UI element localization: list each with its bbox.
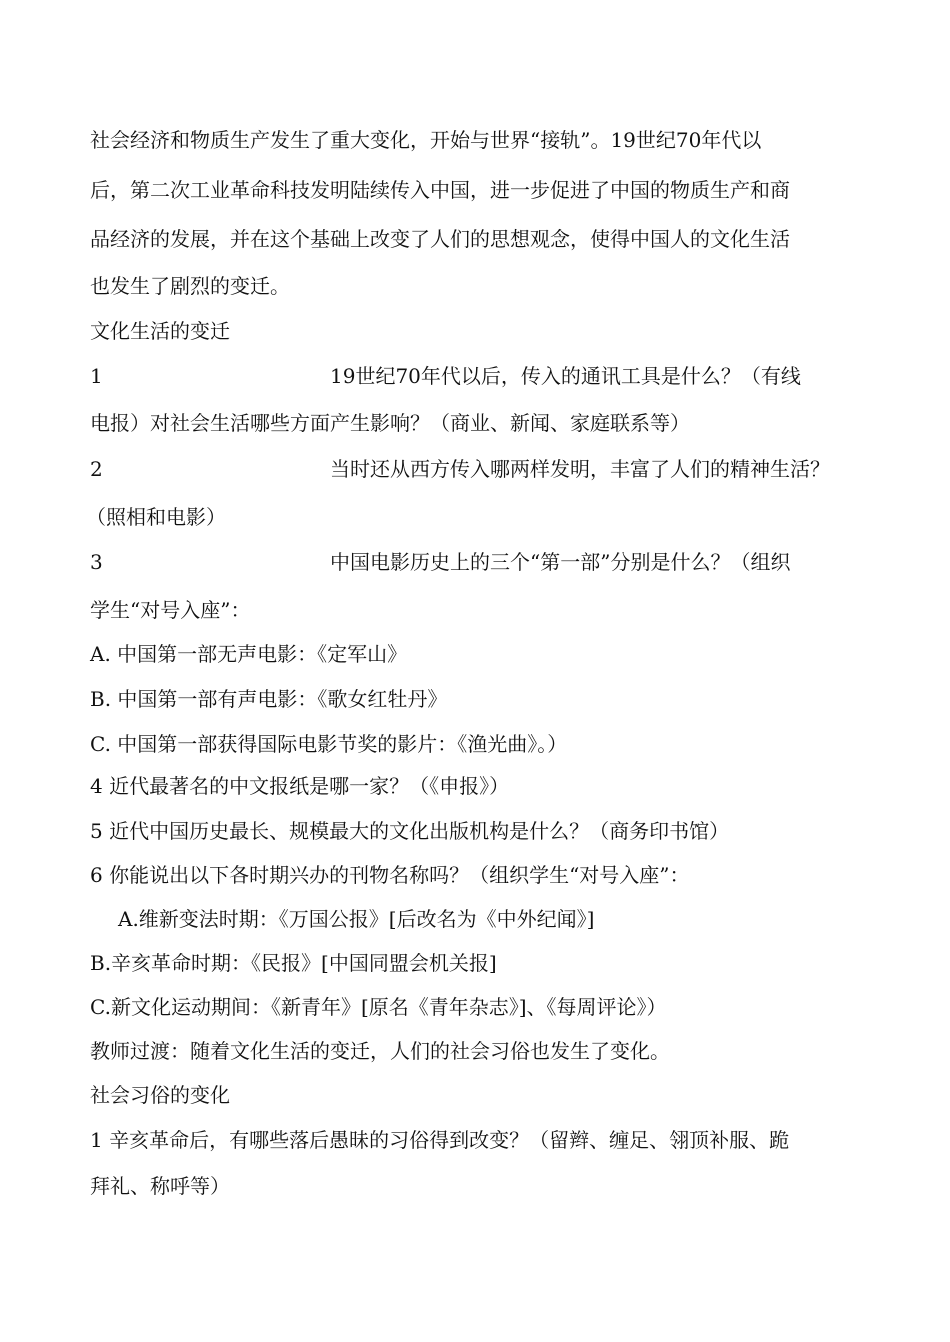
question-number-2: 2 xyxy=(90,457,103,481)
question-3-option-a: A. 中国第一部无声电影：《定军山》 xyxy=(90,642,408,666)
question-6-option-a: A.维新变法时期：《万国公报》[后改名为《中外纪闻》] xyxy=(118,907,595,931)
question-6-option-c: C.新文化运动期间：《新青年》[原名《青年杂志》]、《每周评论》） xyxy=(90,995,667,1019)
question-3-line-2: 学生“对号入座”： xyxy=(90,598,251,622)
question-3-line-1: 中国电影历史上的三个“第一部”分别是什么？（组织 xyxy=(330,550,791,574)
question-6: 6 你能说出以下各时期兴办的刊物名称吗？（组织学生“对号入座”： xyxy=(90,863,690,887)
question-3-option-c: C. 中国第一部获得国际电影节奖的影片：《渔光曲》。） xyxy=(90,732,568,756)
intro-line-1: 社会经济和物质生产发生了重大变化，开始与世界“接轨”。19世纪70年代以 xyxy=(90,128,762,152)
intro-line-3: 品经济的发展，并在这个基础上改变了人们的思想观念，使得中国人的文化生活 xyxy=(90,227,790,251)
customs-question-1-line-1: 1 辛亥革命后，有哪些落后愚昧的习俗得到改变？（留辫、缠足、翎顶补服、跪 xyxy=(90,1128,790,1152)
section-heading-culture: 文化生活的变迁 xyxy=(90,319,230,343)
question-5: 5 近代中国历史最长、规模最大的文化出版机构是什么？（商务印书馆） xyxy=(90,819,730,843)
question-1-line-2: 电报）对社会生活哪些方面产生影响？（商业、新闻、家庭联系等） xyxy=(90,411,690,435)
question-1-line-1: 19世纪70年代以后，传入的通讯工具是什么？（有线 xyxy=(330,364,801,388)
section-heading-customs: 社会习俗的变化 xyxy=(90,1083,230,1107)
question-3-option-b: B. 中国第一部有声电影：《歌女红牡丹》 xyxy=(90,687,448,711)
question-number-1: 1 xyxy=(90,364,103,388)
intro-line-4: 也发生了剧烈的变迁。 xyxy=(90,274,290,298)
customs-question-1-line-2: 拜礼、称呼等） xyxy=(90,1174,230,1198)
question-2-line-2: （照相和电影） xyxy=(86,505,226,529)
question-2-line-1: 当时还从西方传入哪两样发明，丰富了人们的精神生活？ xyxy=(330,457,830,481)
intro-line-2: 后，第二次工业革命科技发明陆续传入中国，进一步促进了中国的物质生产和商 xyxy=(90,178,790,202)
teacher-transition: 教师过渡：随着文化生活的变迁，人们的社会习俗也发生了变化。 xyxy=(90,1039,670,1063)
question-number-3: 3 xyxy=(90,550,103,574)
question-6-option-b: B.辛亥革命时期：《民报》[中国同盟会机关报] xyxy=(90,951,497,975)
question-4: 4 近代最著名的中文报纸是哪一家？（《申报》） xyxy=(90,774,510,798)
